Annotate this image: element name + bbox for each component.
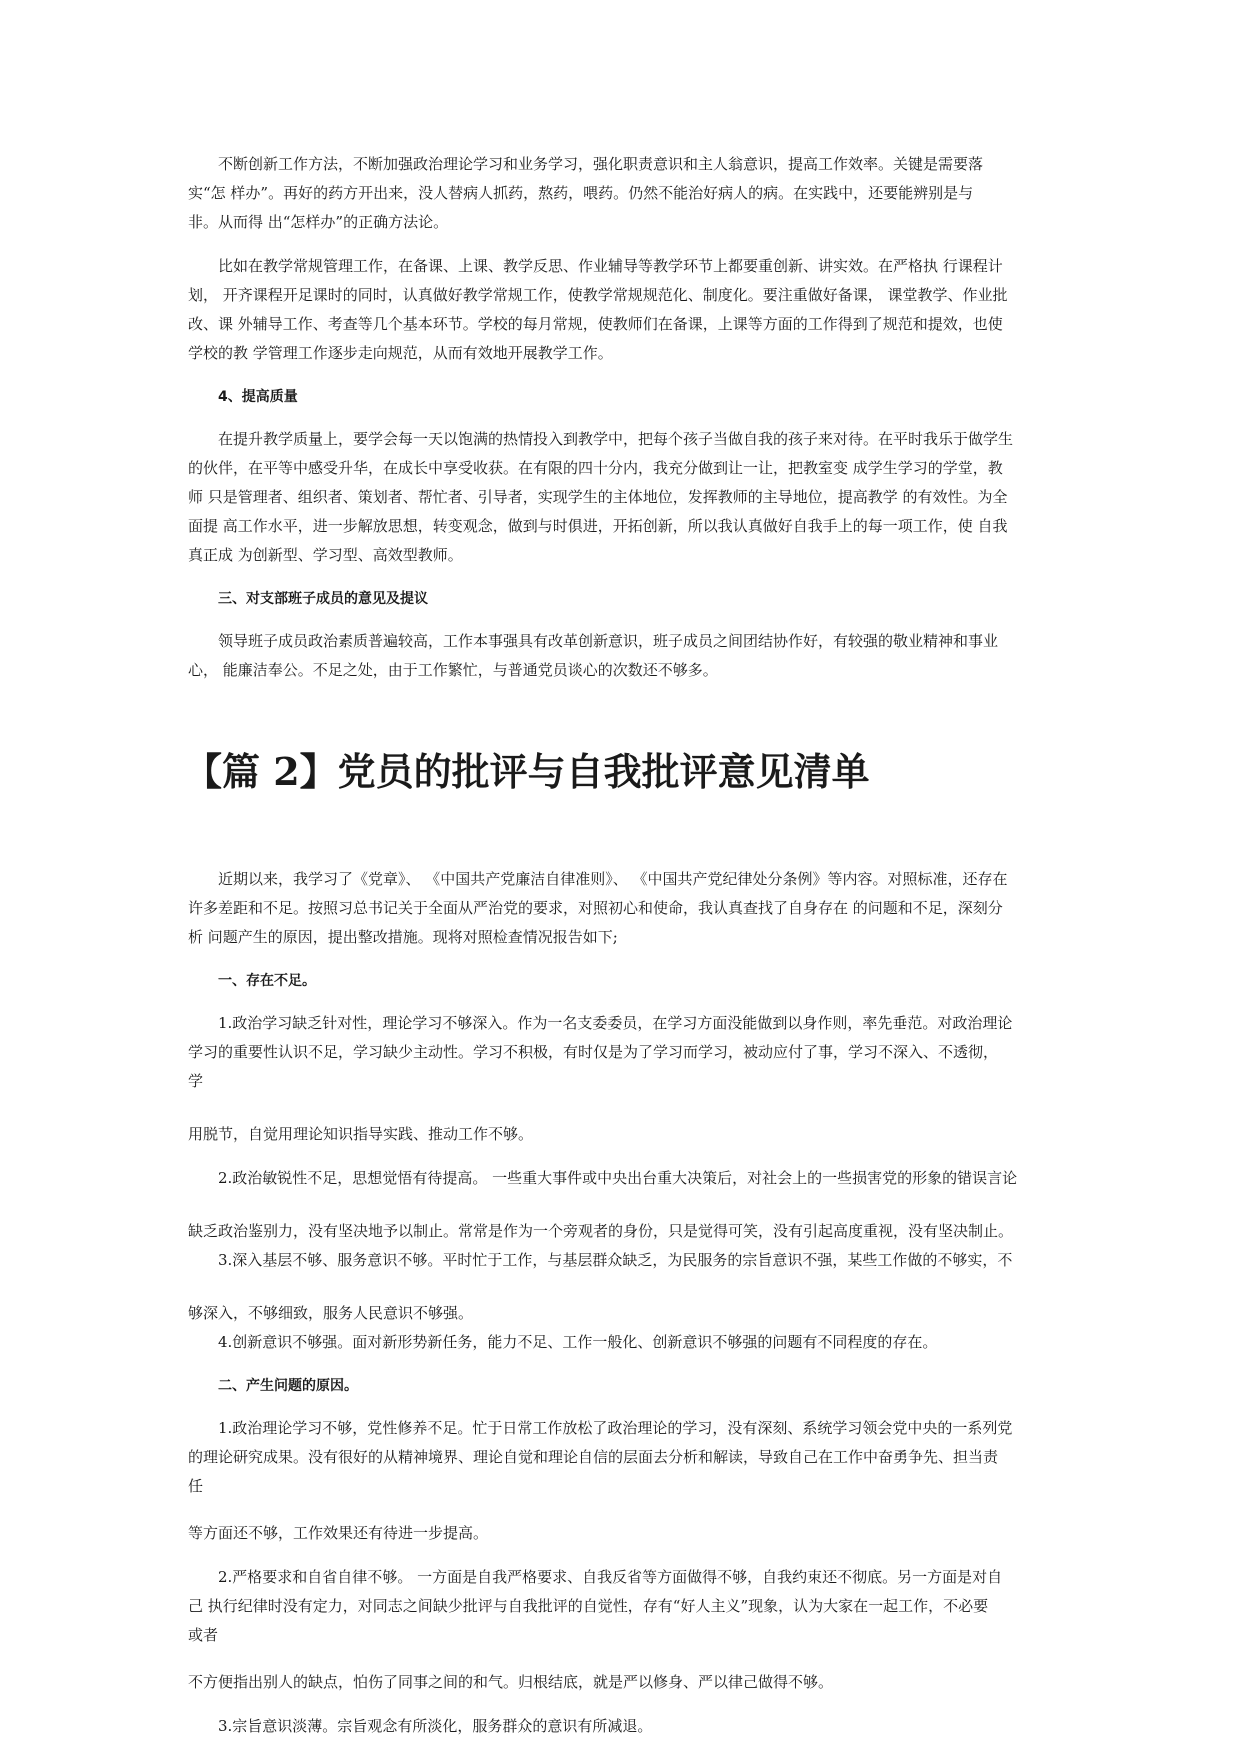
text-line: 缺乏政治鉴别力，没有坚决地予以制止。常常是作为一个旁观者的身份，只是觉得可笑，没有引起高度重视，没有坚决制止。 [188, 1222, 1014, 1240]
paragraph-teaching-routine [188, 252, 1058, 368]
text-line: 1.政治学习缺乏针对性，理论学习不够深入。作为一名支委委员，在学习方面没能做到以身作则，率先垂范。对政治理论 [218, 1014, 1013, 1032]
text-line: 学校的教 学管理工作逐步走向规范，从而有效地开展教学工作。 [188, 344, 613, 362]
heading-causes: 二、产生问题的原因。 [218, 1378, 358, 1394]
text-line: 的伙伴，在平等中感受升华，在成长中享受收获。在有限的四十分内，我充分做到让一让，把教室变 成学生学习的学堂，教 [188, 459, 1003, 477]
text-line: 划， 开齐课程开足课时的同时，认真做好教学常规工作，使教学常规规范化、制度化。要注重做好备课， 课堂教学、作业批 [188, 286, 1008, 304]
text-line: 近期以来，我学习了《党章》、 《中国共产党廉洁自律准则》、 《中国共产党纪律处分条例》等内容。对照标准，还存在 [218, 870, 1008, 888]
text-line: 学习的重要性认识不足，学习缺少主动性。学习不积极，有时仅是为了学习而学习，被动应付了事，学习不深入、不透彻， [188, 1043, 999, 1061]
text-line: 2.严格要求和自省自律不够。 一方面是自我严格要求、自我反省等方面做得不够，自我约束还不彻底。另一方面是对自 [218, 1568, 1003, 1586]
item-political-sensitivity [188, 1164, 1058, 1246]
text-line: 不方便指出别人的缺点，怕伤了同事之间的和气。归根结底，就是严以修身、严以律己做得不够。 [188, 1673, 834, 1691]
text-line: 1.政治理论学习不够，党性修养不足。忙于日常工作放松了政治理论的学习，没有深刻、系统学习领会党中央的一系列党 [218, 1419, 1013, 1437]
text-line: 改、课 外辅导工作、考查等几个基本环节。学校的每月常规，使教师们在备课，上课等方面的工作得到了规范和提效，也使 [188, 315, 1003, 333]
text-line: 非。从而得 出“怎样办”的正确方法论。 [188, 213, 449, 231]
text-line: 面提 高工作水平，进一步解放思想，转变观念，做到与时俱进，开拓创新，所以我认真做好自我手上的每一项工作，使 自我 [188, 517, 1008, 535]
text-line: 师 只是管理者、组织者、策划者、帮忙者、引导者，实现学生的主体地位，发挥教师的主导地位，提高教学 的有效性。为全 [188, 488, 1008, 506]
item-grassroots [188, 1246, 1058, 1328]
paragraph-work-method [188, 150, 1058, 237]
heading-improve-quality: 4、提高质量 [218, 389, 298, 405]
text-line: 学 [188, 1072, 204, 1090]
item-self-discipline [188, 1563, 1058, 1697]
text-line: 用脱节，自觉用理论知识指导实践、推动工作不够。 [188, 1125, 534, 1143]
item-purpose-awareness: 3.宗旨意识淡薄。宗旨观念有所淡化，服务群众的意识有所减退。 [218, 1717, 653, 1735]
text-line: 等方面还不够，工作效果还有待进一步提高。 [188, 1524, 489, 1542]
text-line: 析 问题产生的原因，提出整改措施。现将对照检查情况报告如下; [188, 928, 618, 946]
text-line: 的理论研究成果。没有很好的从精神境界、理论自觉和理论自信的层面去分析和解读，导致自己在工作中奋勇争先、担当责 [188, 1448, 999, 1466]
text-line: 够深入，不够细致，服务人民意识不够强。 [188, 1304, 474, 1322]
item-innovation: 4.创新意识不够强。面对新形势新任务，能力不足、工作一般化、创新意识不够强的问题有不同程度的存在。 [218, 1333, 938, 1351]
paragraph-branch-opinions [188, 627, 1058, 685]
text-line: 己 执行纪律时没有定力，对同志之间缺少批评与自我批评的自觉性，存有“好人主义”现象，认为大家在一起工作，不必要 [188, 1597, 989, 1615]
text-line: 真正成 为创新型、学习型、高效型教师。 [188, 546, 463, 564]
text-line: 心， 能廉洁奉公。不足之处，由于工作繁忙，与普通党员谈心的次数还不够多。 [188, 661, 718, 679]
paragraph-intro [188, 865, 1058, 952]
text-line: 或者 [188, 1626, 219, 1644]
heading-opinions-on-branch: 三、对支部班子成员的意见及提议 [218, 591, 428, 607]
heading-shortcomings: 一、存在不足。 [218, 973, 316, 989]
text-line: 不断创新工作方法，不断加强政治理论学习和业务学习，强化职责意识和主人翁意识，提高工作效率。关键是需要落 [218, 155, 984, 173]
document-page [184, 150, 1058, 1741]
item-political-study [188, 1009, 1058, 1149]
text-line: 在提升教学质量上，要学会每一天以饱满的热情投入到教学中，把每个孩子当做自我的孩子来对待。在平时我乐于做学生 [218, 430, 1014, 448]
text-line: 实“怎 样办”。再好的药方开出来，没人替病人抓药，熬药，喂药。仍然不能治好病人的病。在实践中，还要能辨别是与 [188, 184, 974, 202]
text-line: 2.政治敏锐性不足，思想觉悟有待提高。 一些重大事件或中央出台重大决策后，对社会上的一些损害党的形象的错误言论 [218, 1169, 1018, 1187]
text-line: 许多差距和不足。按照习总书记关于全面从严治党的要求，对照初心和使命，我认真查找了自身存在 的问题和不足，深刻分 [188, 899, 1003, 917]
article-title: 【篇 2】党员的批评与自我批评意见清单 [184, 749, 870, 794]
item-theory-study [188, 1414, 1058, 1548]
text-line: 任 [188, 1477, 204, 1495]
text-line: 3.深入基层不够、服务意识不够。平时忙于工作，与基层群众缺乏，为民服务的宗旨意识不强，某些工作做的不够实，不 [218, 1251, 1013, 1269]
text-line: 比如在教学常规管理工作，在备课、上课、教学反思、作业辅导等教学环节上都要重创新、讲实效。在严格执 行课程计 [218, 257, 1003, 275]
paragraph-teaching-quality [188, 425, 1058, 570]
text-line: 领导班子成员政治素质普遍较高，工作本事强具有改革创新意识，班子成员之间团结协作好，有较强的敬业精神和事业 [218, 632, 999, 650]
